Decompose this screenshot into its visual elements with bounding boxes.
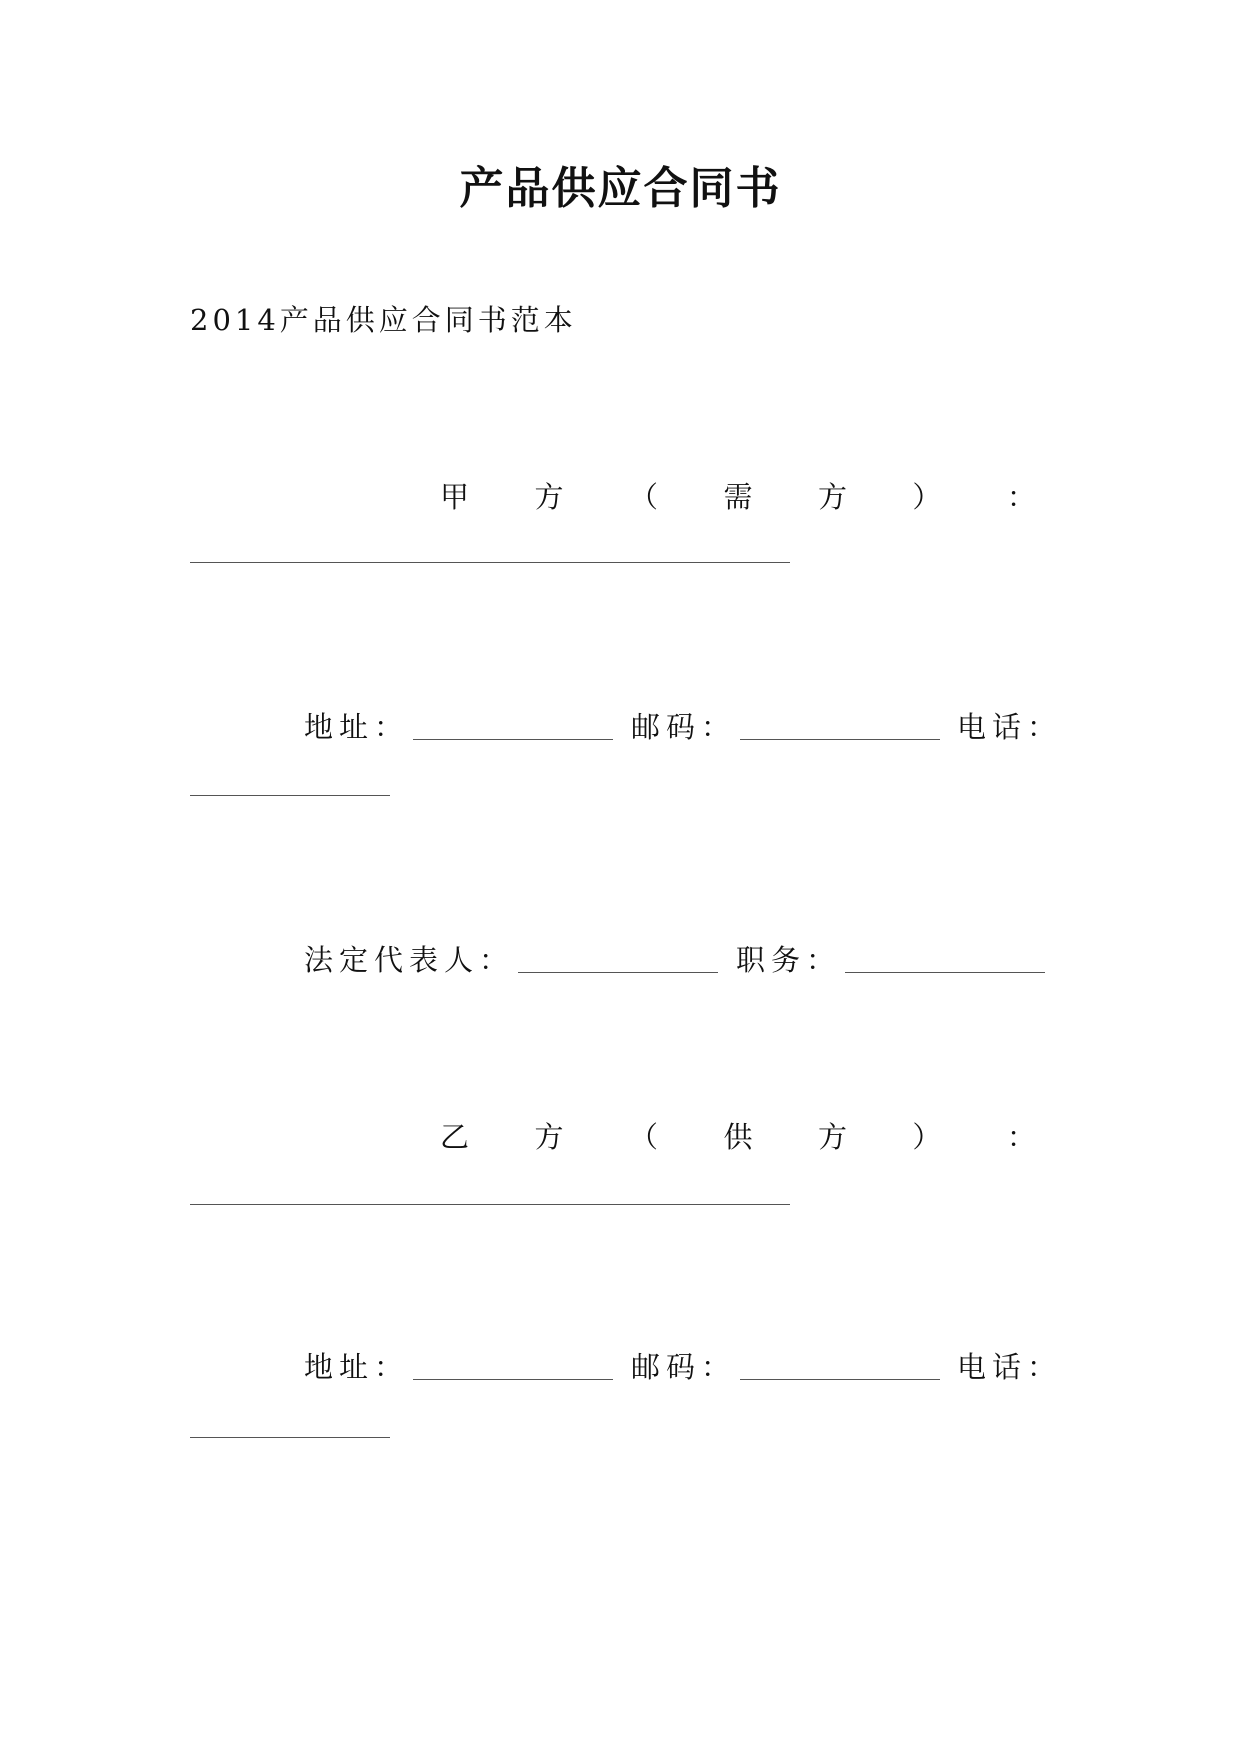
party-a-char: （ [628, 480, 658, 514]
party-b-char: 方 [817, 1120, 847, 1154]
phone-label: 电话： [957, 1350, 1063, 1384]
party-a-char: 甲 [440, 480, 470, 514]
document-title: 产品供应合同书 [459, 163, 782, 214]
party-a-char: 需 [723, 480, 753, 514]
zip-blank[interactable] [740, 738, 940, 740]
document-subtitle: 2014产品供应合同书范本 [190, 303, 577, 337]
party-b-char: 乙 [440, 1120, 470, 1154]
party-b-char: ： [1006, 1120, 1036, 1154]
party-b-char: ） [912, 1120, 942, 1154]
zip-label: 邮码： [631, 1350, 737, 1384]
party-a-heading [440, 475, 1036, 516]
party-b-char: 方 [534, 1120, 564, 1154]
address-label: 地址： [304, 1350, 410, 1384]
party-a-char: ） [912, 480, 942, 514]
address-label: 地址： [304, 710, 410, 744]
party-a-char: 方 [817, 480, 847, 514]
position-label: 职务： [736, 943, 842, 977]
rep-label: 法定代表人： [304, 943, 515, 977]
party-a-contact-row [304, 705, 958, 746]
address-blank[interactable] [413, 1378, 613, 1380]
party-a-rep-row [304, 938, 1063, 979]
address-blank[interactable] [413, 738, 613, 740]
rep-blank[interactable] [518, 971, 718, 973]
position-blank[interactable] [845, 971, 1045, 973]
zip-label: 邮码： [631, 710, 737, 744]
phone-label: 电话： [957, 710, 1063, 744]
party-a-char: 方 [534, 480, 564, 514]
party-a-char: ： [1006, 480, 1036, 514]
party-b-name-blank[interactable] [190, 1204, 790, 1205]
party-b-char: 供 [723, 1120, 753, 1154]
party-a-name-blank[interactable] [190, 562, 790, 563]
party-b-phone-blank[interactable] [190, 1437, 390, 1438]
party-b-char: （ [628, 1120, 658, 1154]
party-a-phone-blank[interactable] [190, 795, 390, 796]
party-b-heading [440, 1115, 1036, 1156]
party-b-contact-row [304, 1345, 958, 1386]
zip-blank[interactable] [740, 1378, 940, 1380]
